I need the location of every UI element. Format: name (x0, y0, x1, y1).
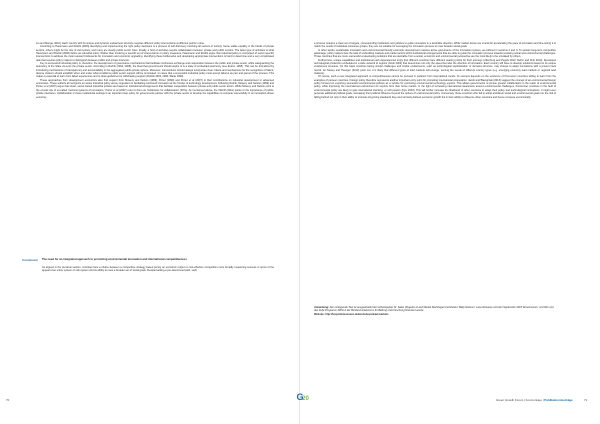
g20-logo (288, 390, 312, 404)
section-heading: The need for an integrated approach to promoting environmental innovation and international competitiveness (42, 258, 187, 261)
conclusion-paragraph-1: As argued in the previous section, countries face a choice between a competitive strategy based purely on economic output or cost-effective competition more broadly measuring success in terms of the appeal of an entire system or sub-system and its ability to meet a broader set of social goals. Despite lacking a pre-determined path, such (42, 266, 274, 273)
left-body-column (36, 42, 274, 254)
left-paragraph-1: Lin and Monga, 2010). Each country with its unique and dynamic endowment structure requires different policy interventions at different points in time. (36, 42, 205, 45)
footer-series-accent: Publikationsbeiträge (544, 398, 573, 402)
right-paragraph-1: a process requires a clear set of targets, corresponding institutions and policies to guide innovation in a desirable direction. While market forces are crucial for accelerating the pace of innovation and fine-tuning it to match the needs of individual consumer groups, they are not suitable for leveraging the innovation process to meet broader social goals. (314, 42, 556, 49)
author-note (314, 306, 556, 316)
section-label-conclusion: Conclusion (22, 258, 38, 262)
right-paragraph-3: Furthermore, unique capabilities and institutional path dependencies imply that different countries face different starting points for their journeys (Altenburg and Pegels 2012; Rehm and Fink 2014). Developed technological production embedded in a wide network of regions (Cook 2004) that determines not only the speed but also the direction of innovation. Each country will have to develop solutions based on its unique endowment structure. On this basis countries facing similar challenges and similar endowments, such as technological sophistication or demand structure, may choose to adopt innovations with a proven track record. As Tassey and Huenger (2012) point out, it is likely that different types of lead markets will emerge, serving the needs of different country types (e.g. emerging economy lead markets or regional lead markets). (314, 58, 556, 76)
note-label: Anmerkung: (314, 306, 329, 309)
left-paragraph-2: According to Hausmann and Rodrik (2003) identifying and implementing the right policy decisions is a process of self-discovery involving all sectors of society. Some stable equality in the hands of private sectors, others might be the role of civil society, and many are clearly public sector roles. Finally, a host of activities require collaboration between private and public sectors. The latter type of activities is what Hausmann and Rodrik (2006) define as industrial policy. Rather than involving a specific set of interventions or policy measures, Hausmann and Rodrik argue that industrial policy is composed of sector-specific interventions to address the most relevant bottlenecks for innovation and economic upgrading. Identifying these bottlenecks and developing appropriate interventions is hard to determine and a very complicated task that requires policy makers to distinguish between public and private interests. (36, 45, 274, 62)
note-website-label: Website: (314, 312, 325, 316)
right-paragraph-4: Of course, such a new integrated approach to competitiveness cannot be pursued in isolation from international trends. Its success depends on the existence of first-mover countries willing to learn from the examples of pioneer countries. Foreign policy therefore represents another important entry point for promoting international cooperation. Jacob and Blazejczak (2013) suggest the concept of an environmental foreign policy focused on exporting successful environmental policies as a vehicle for promoting environmental technology exports. This allows governments to pursue greater collaboration in the realm of environmental policy, while improving the international environment for exports from their home market. In the light of increasing international awareness around environmental challenges, frontrunner countries in the field of environmental policy are likely to gain international standing, or soft powers (Nye 2004). This will further increase the likelihood of other countries to adopt their policy and technological innovations. It might even generate additional political goals, increasing their political influence beyond the sphere of environmental policy. Conversely, those countries who fail to adopt ambitious social and environmental goals run the risk of falling behind not only in their ability to promote long-living standards they and narrowly defined economic growth but in their ability to influence other countries and hence compete economically. (314, 75, 556, 99)
page-number-right: 71 (584, 398, 588, 402)
left-paragraph-4: These approaches from development economics also find support from Mowery and Nelson (1999), Porter (1990) and Porter et al (2007) in their contributions on industrial development in advanced economies. These authors all recognize an active industrial policy as key ingredient in facilitating continued innovation at the frontier of technology development. Following Rodrik, Mowery and Nelson (1999) and Porter et al (2007) argue that smart, sector-based industrial policies are based on institutional arrangements that facilitate cooperation between private and public sector actors. While Mowery and Nelson point to the crucial role of so-called 'sectoral systems of innovation,' Porter et al (2007) refer to them as 'institutions for collaboration' (IFCs). As mentioned above, the OECD (2011) points to the importance of public-private interfaces. Collaboration in these institutional settings is an important step policy for governments partner with the private sector to develop the capabilities to compete successfully in an innovation-driven economy. (36, 78, 274, 99)
right-page (300, 0, 600, 424)
svg-text:20: 20 (302, 396, 309, 402)
svg-text:G: G (296, 392, 304, 402)
note-website-link[interactable]: http://leopoldsmonusen.de/workshops/lead-markets (325, 312, 389, 316)
footer-series-main: Green Growth Forum | Konmunique | (496, 398, 544, 402)
footer-series (496, 398, 573, 402)
page-number-left: 70 (6, 398, 10, 402)
left-paragraph-3: Key to successful industrial policy is, therefore, the development of governance mechanisms that facilitate continuous exchange and cooperation between the public and private sector, while safeguarding the autonomy of the State vis-à-vis the private sector. According to Rodrik (2004, 2008), the ideal that governments should aspire to is a state of embedded autonomy (see Evans, 1995). This can be formalized by introducing mechanisms of transparency and accountability in the aggregated public-private sphere. Moreover, interventions should always incorporate clear criteria and mechanisms for the recognition of failure; diverse clusters should establish when and under what conditions public sector support will be terminated. In cases that a successful industrial policy must accept failures as part and parcel of the process. This makes it essential to learn from failed experiences and to draw guidelines for withdrawing support (Rodrik 2004, 2006; Wade 1990). (36, 62, 274, 79)
note-text: Der vorliegende Text ist ausgearbeitet den Arbeitspapier Nr. Sales (Pegeles et and Markel Steinhagen Ferriheiten; Balty Roitsom; Lane Rolsaure und den September 2013 Dimensionen; und Wer und das Fulle Programm-WPU-2 der Bundesministeriums für Bildung und Forschung finanziert wurde. (314, 306, 554, 313)
right-body-column (314, 42, 556, 304)
right-paragraph-2: In other words, sustainable innovation and environmental-friendly economic development requires active governance of the innovation system, as outlined in sections 2 and 3. To sustain long-term competitive advantage, policy makers face the task of embedding markets and market actors within institutional arrangements that are able to guide the innovation process towards resolving social and environmental challenges. Those countries that are more successful at developing solutions that are desirable from a social, economic and environmental perspective are the most likely to be emulated by others. (314, 48, 556, 59)
conclusion-column (42, 266, 274, 288)
